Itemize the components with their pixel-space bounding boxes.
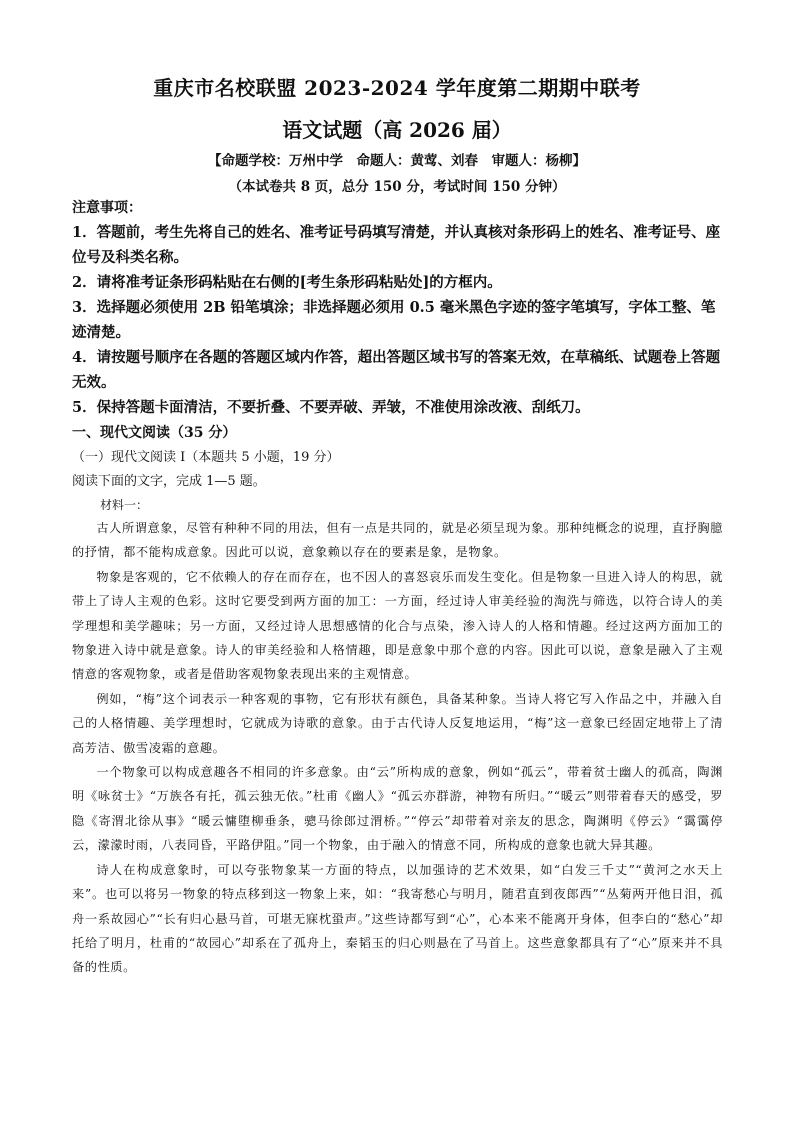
notes-list (72, 220, 722, 420)
note-item: 2．请将准考证条形码粘贴在右侧的[考生条形码粘贴处]的方框内。 (72, 274, 502, 291)
note-item: 4．请按题号顺序在各题的答题区域内作答，超出答题区域书写的答案无效，在草稿纸、试题卷上答题无效。 (72, 349, 721, 391)
note-item: 1．答题前，考生先将自己的姓名、准考证号码填写清楚，并认真核对条形码上的姓名、准考证号、座位号及科类名称。 (72, 224, 721, 266)
passage-paragraph: 一个物象可以构成意趣各不相同的许多意象。由“云”所构成的意象，例如“孤云”，带着贫士幽人的孤高，陶渊明《咏贫士》“万族各有托，孤云独无依。”杜甫《幽人》“孤云亦群游，神物有所归。”“暖云”则带着春天的感受，罗隐《寄渭北徐从事》“暖云慵堕柳垂条，骢马徐郎过渭桥。”“停云”却带着对亲友的思念，陶渊明《停云》“霭霭停云，濛濛时雨，八表同昏，平路伊阻。”同一个物象，由于融入的情意不同，所构成的意象也就大异其趣。 (72, 765, 723, 853)
passage-paragraph: 例如，“梅”这个词表示一种客观的事物，它有形状有颜色，具备某种象。当诗人将它写入作品之中，并融入自己的人格情趣、美学理想时，它就成为诗歌的意象。由于古代诗人反复地运用，“梅”这一意象已经固定地带上了清高芳洁、傲雪凌霜的意趣。 (72, 691, 723, 755)
exam-info: （本试卷共 8 页，总分 150 分，考试时间 150 分钟） (228, 179, 566, 195)
exam-authors: 【命题学校：万州中学 命题人：黄莺、刘春 审题人：杨柳】 (208, 153, 586, 169)
section-subtitle: （一）现代文阅读 I（本题共 5 小题，19 分） (72, 450, 340, 465)
note-item: 5．保持答题卡面清洁，不要折叠、不要弄破、弄皱，不准使用涂改液、刮纸刀。 (72, 399, 590, 416)
section-instruction: 阅读下面的文字，完成 1—5 题。 (72, 474, 266, 489)
exam-title: 重庆市名校联盟 2023-2024 学年度第二期期中联考 (153, 76, 641, 100)
reading-passage (72, 516, 723, 980)
passage-paragraph: 物象是客观的，它不依赖人的存在而存在，也不因人的喜怒哀乐而发生变化。但是物象一旦进入诗人的构思，就带上了诗人主观的色彩。这时它要受到两方面的加工：一方面，经过诗人审美经验的淘洗与筛选，以符合诗人的美学理想和美学趣味；另一方面，又经过诗人思想感情的化合与点染，渗入诗人的人格和情趣。经过这两方面加工的物象进入诗中就是意象。诗人的审美经验和人格情趣，即是意象中那个意的内容。因此可以说，意象是融入了主观情意的客观物象，或者是借助客观物象表现出来的主观情意。 (72, 569, 723, 682)
material-label: 材料一： (100, 498, 149, 512)
exam-subtitle: 语文试题（高 2026 届） (282, 118, 512, 142)
passage-paragraph: 古人所谓意象，尽管有种种不同的用法，但有一点是共同的，就是必须呈现为象。那种纯概念的说理，直抒胸臆的抒情，都不能构成意象。因此可以说，意象赖以存在的要素是象，是物象。 (72, 521, 723, 560)
notes-heading: 注意事项： (72, 200, 142, 216)
passage-paragraph: 诗人在构成意象时，可以夸张物象某一方面的特点，以加强诗的艺术效果，如“白发三千丈”“黄河之水天上来”。也可以将另一物象的特点移到这一物象上来，如：“我寄愁心与明月，随君直到夜郎西”“丛菊两开他日泪，孤舟一系故园心”“长有归心悬马首，可堪无寐枕蛩声。”这些诗都写到“心”，心本来不能离开身体，但李白的“愁心”却托给了明月，杜甫的“故园心”却系在了孤舟上，秦韬玉的归心则悬在了马首上。这些意象都具有了“心”原来并不具备的性质。 (72, 862, 723, 975)
note-item: 3．选择题必须使用 2B 铅笔填涂；非选择题必须用 0.5 毫米黑色字迹的签字笔填写，字体工整、笔迹清楚。 (72, 299, 716, 341)
section-title: 一、现代文阅读（35 分） (72, 425, 237, 441)
